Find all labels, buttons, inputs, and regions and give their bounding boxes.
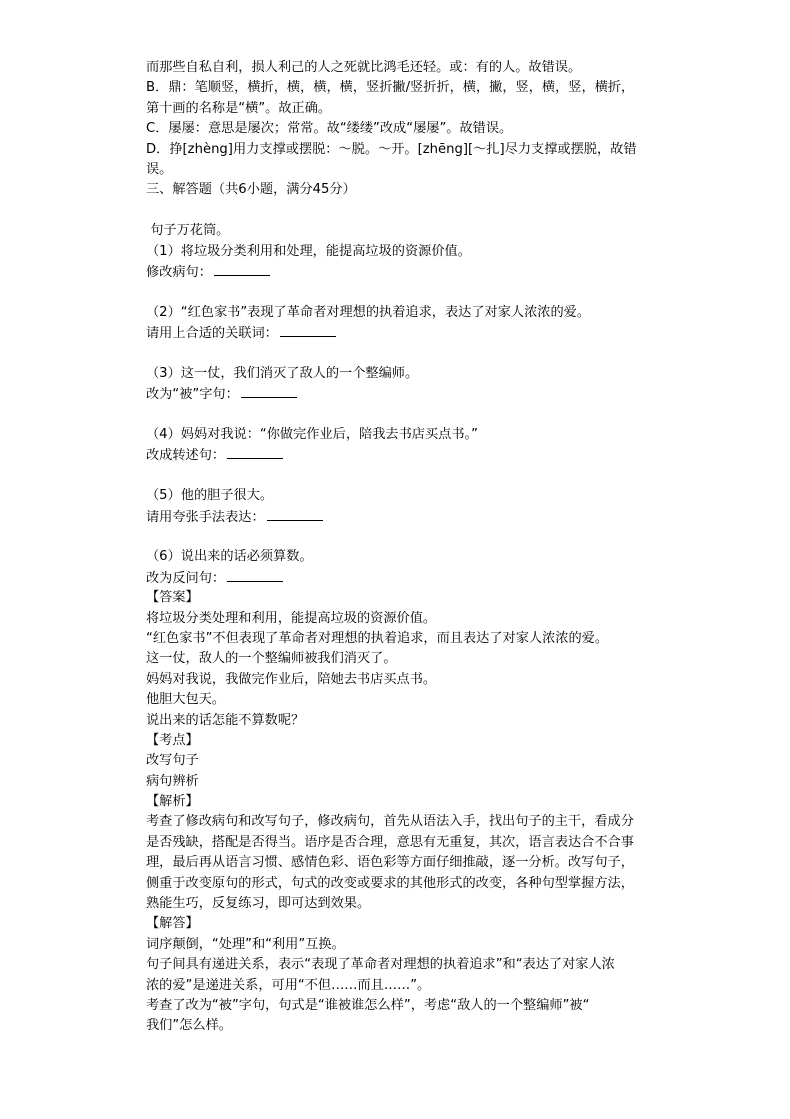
text-line: C．屡屡：意思是屡次；常常。故“缕缕”改成“屡屡”。故错误。	[146, 121, 513, 137]
explanation-top	[146, 58, 676, 180]
jieda-section	[146, 914, 676, 1036]
jiexi-line: 理，最后再从语言习惯、感情色彩、语色彩等方面仔细推敲，逐一分析。改写句子，	[146, 855, 634, 871]
answer-line: 将垃圾分类处理和利用，能提高垃圾的资源价值。	[146, 610, 437, 626]
jiexi-section	[146, 792, 676, 914]
answer-blank[interactable]	[227, 568, 283, 582]
jieda-heading: 【解答】	[146, 916, 199, 932]
text-line: B．鼎：笔顺竖，横折，横，横，横，竖折撇/竖折折，横，撇，竖，横，竖，横折，	[146, 80, 635, 96]
text-line: 而那些自私自利，损人利己的人之死就比鸿毛还轻。或：有的人。故错误。	[146, 60, 582, 75]
prompt-label: 修改病句：	[146, 264, 212, 280]
jieda-line: 我们”怎么样。	[146, 1018, 232, 1034]
prompt-label: 改为“被”字句：	[146, 387, 239, 403]
question-stem: （5）他的胆子很大。	[146, 488, 274, 504]
jiexi-heading: 【解析】	[146, 794, 199, 810]
answer-blank[interactable]	[241, 384, 297, 398]
kaodian-section	[146, 731, 676, 792]
spacer	[146, 343, 676, 363]
spacer	[146, 282, 676, 302]
question-prompt	[146, 384, 676, 404]
answer-blank[interactable]	[227, 445, 283, 459]
question-4	[146, 425, 676, 466]
prompt-label: 改为反问句：	[146, 570, 226, 586]
question-stem: （3）这一仗，我们消灭了敌人的一个整编师。	[146, 365, 419, 381]
kaodian-item: 病句辨析	[146, 773, 199, 789]
jiexi-line: 熟能生巧，反复练习，即可达到效果。	[146, 896, 371, 912]
question-stem: （6）说出来的话必须算数。	[146, 549, 313, 565]
jiexi-line: 是否残缺，搭配是否得当。语序是否合理，意思有无重复，其次，语言表达合不合事	[146, 834, 634, 850]
prompt-label: 请用夸张手法表达：	[146, 509, 265, 525]
question-2	[146, 303, 676, 344]
prompt-label: 请用上合适的关联词：	[146, 326, 278, 342]
spacer	[146, 201, 676, 221]
answer-line: 妈妈对我说，我做完作业后，陪她去书店买点书。	[146, 671, 437, 687]
spacer	[146, 527, 676, 547]
kaodian-heading: 【考点】	[146, 732, 199, 748]
jieda-line: 词序颠倒，“处理”和“利用”互换。	[146, 936, 345, 952]
jieda-line: 考查了改为“被”字句，句式是“谁被谁怎么样”，考虑“敌人的一个整编师”被“	[146, 997, 590, 1013]
answer-blank[interactable]	[280, 323, 336, 337]
section-title: 三、解答题（共6小题，满分45分）	[146, 182, 356, 198]
question-3	[146, 364, 676, 405]
question-title: 句子万花筒。	[146, 223, 230, 239]
question-prompt	[146, 262, 676, 282]
answer-blank[interactable]	[214, 262, 270, 276]
question-prompt	[146, 568, 676, 588]
jieda-line: 浓的爱”是递进关系，可用“不但……而且……”。	[146, 977, 431, 993]
kaodian-item: 改写句子	[146, 753, 199, 769]
jiexi-line: 考查了修改病句和改写句子，修改病句，首先从语法入手，找出句子的主干，看成分	[146, 814, 634, 830]
question-prompt	[146, 445, 676, 465]
spacer	[146, 466, 676, 486]
question-prompt	[146, 323, 676, 343]
text-line: 第十画的名称是“横”。故正确。	[146, 100, 332, 116]
answer-heading: 【答案】	[146, 590, 199, 606]
jieda-line: 句子间具有递进关系，表示“表现了革命者对理想的执着追求”和“表达了对家人浓	[146, 957, 615, 973]
question-stem: （1）将垃圾分类利用和处理，能提高垃圾的资源价值。	[146, 243, 471, 259]
answer-line: “红色家书”不但表现了革命者对理想的执着追求，而且表达了对家人浓浓的爱。	[146, 630, 609, 646]
answer-section	[146, 588, 676, 731]
question-stem: （2）“红色家书”表现了革命者对理想的执着追求，表达了对家人浓浓的爱。	[146, 304, 591, 320]
question-prompt	[146, 507, 676, 527]
answer-blank[interactable]	[267, 507, 323, 521]
answer-line: 这一仗，敌人的一个整编师被我们消灭了。	[146, 651, 397, 667]
question-5	[146, 486, 676, 527]
answer-line: 说出来的话怎能不算数呢？	[146, 712, 305, 728]
text-line: 误。	[146, 161, 173, 177]
document-page	[146, 58, 676, 1037]
text-line: D．挣[zhèng]用力支撑或摆脱：～脱。～开。[zhēng][～扎]尽力支撑或摆脱，故错	[146, 141, 637, 157]
question-stem: （4）妈妈对我说：“你做完作业后，陪我去书店买点书。”	[146, 427, 478, 443]
question-1	[146, 242, 676, 283]
spacer	[146, 405, 676, 425]
question-6	[146, 547, 676, 588]
answer-line: 他胆大包天。	[146, 692, 226, 708]
prompt-label: 改成转述句：	[146, 448, 226, 464]
jiexi-line: 侧重于改变原句的形式，句式的改变或要求的其他形式的改变，各种句型掌握方法，	[146, 875, 634, 891]
